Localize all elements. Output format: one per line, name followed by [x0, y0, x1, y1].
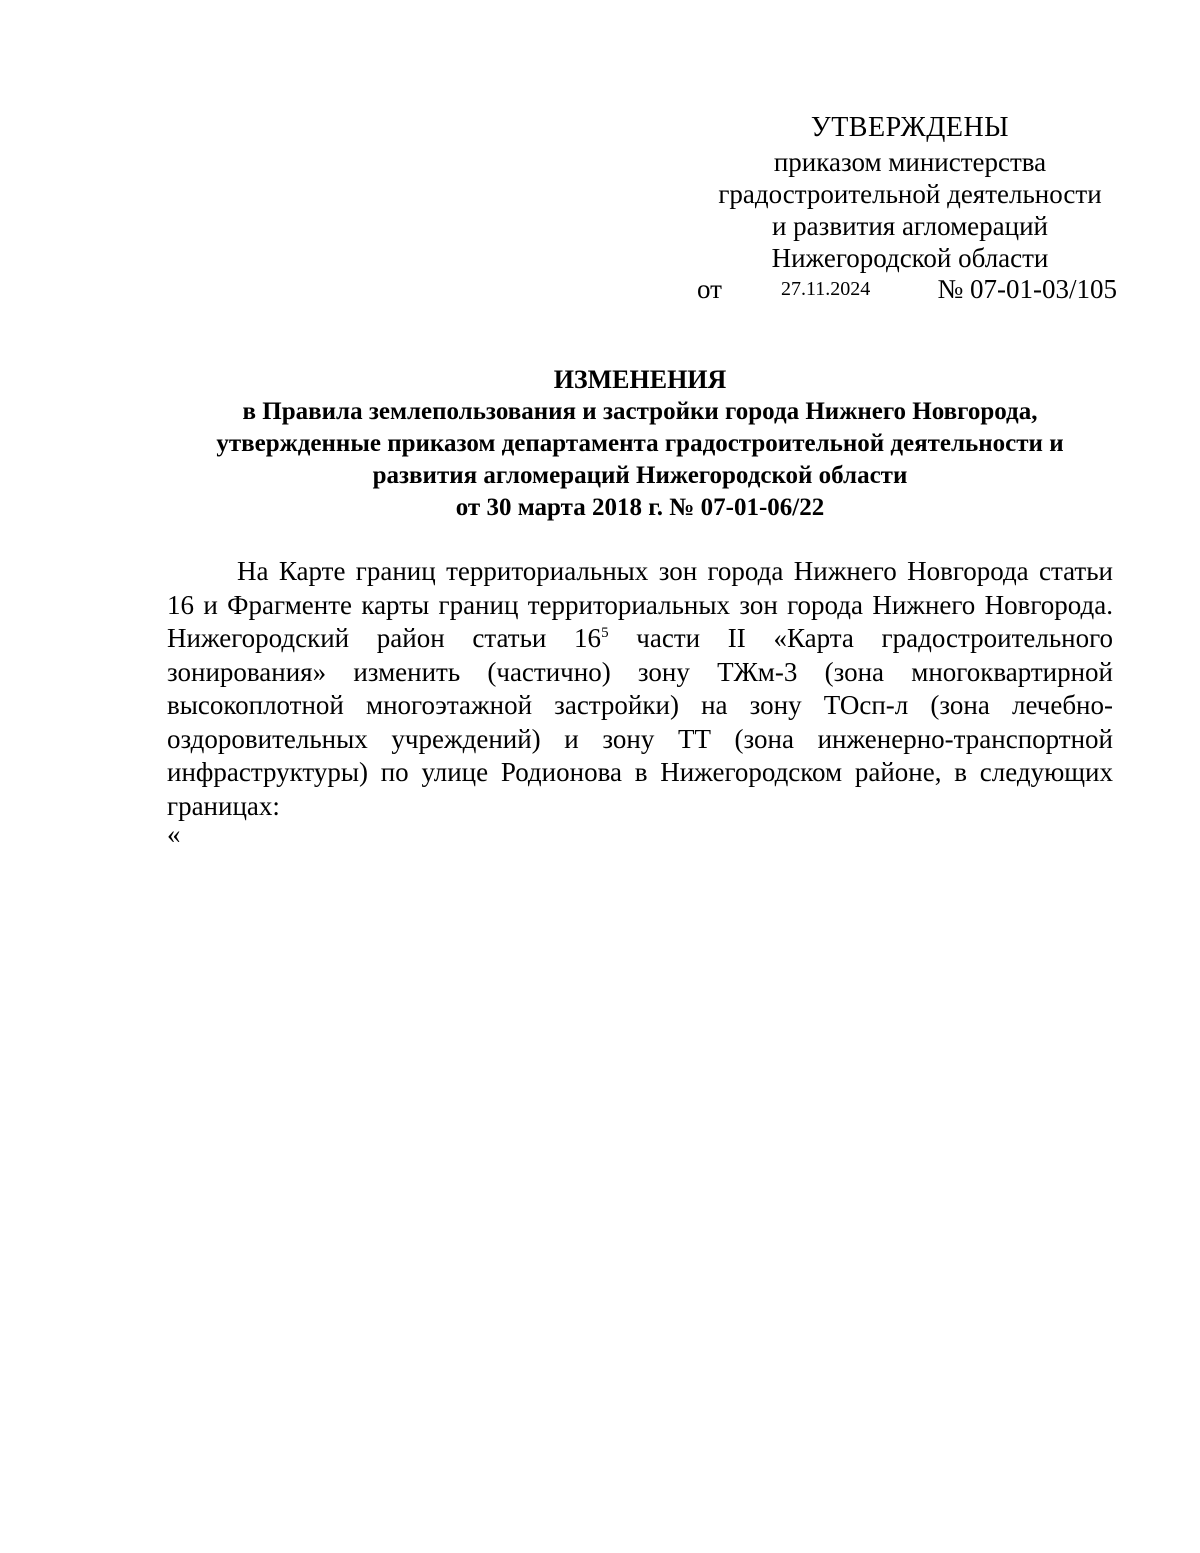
title-line: в Правила землепользования и застройки города Нижнего Новгорода,: [242, 398, 1038, 425]
approval-block: [690, 110, 1130, 274]
title-main: ИЗМЕНЕНИЯ: [553, 365, 727, 394]
approval-heading: УТВЕРЖДЕНЫ: [810, 112, 1010, 143]
approval-line: градостроительной деятельности: [718, 179, 1102, 209]
body-text-part1: На Карте границ территориальных зон города Нижнего Новгорода статьи 16 и Фрагменте карты границ территориальных зон города Нижнего Новгорода. Нижегородский район статьи 16: [167, 556, 1113, 653]
approval-line: и развития агломераций: [771, 211, 1048, 241]
order-details: [697, 271, 1117, 307]
body-paragraph: [167, 555, 1113, 823]
approval-line: Нижегородской области: [771, 243, 1049, 273]
title-line: развития агломераций Нижегородской области: [372, 462, 908, 489]
order-from-label: от: [697, 274, 722, 304]
order-number: № 07-01-03/105: [937, 274, 1117, 304]
body-text-part2: части II «Карта градостроительного зонирования» изменить (частично) зону ТЖм-3 (зона многоквартирной высокоплотной многоэтажной застройки) на зону ТОсп-л (зона лечебно-оздоровительных учреждений) и зону ТТ (зона инженерно-транспортной инфраструктуры) по улице Родионова в Нижегородском районе, в следующих границах:: [167, 623, 1114, 821]
document-title: [140, 364, 1140, 524]
title-line: утвержденные приказом департамента градостроительной деятельности и: [216, 430, 1064, 457]
order-date: 27.11.2024: [781, 278, 871, 300]
approval-line: приказом министерства: [773, 147, 1047, 177]
article-superscript: 5: [601, 625, 609, 641]
opening-quote: «: [167, 819, 181, 849]
title-line: от 30 марта 2018 г. № 07-01-06/22: [455, 494, 825, 521]
